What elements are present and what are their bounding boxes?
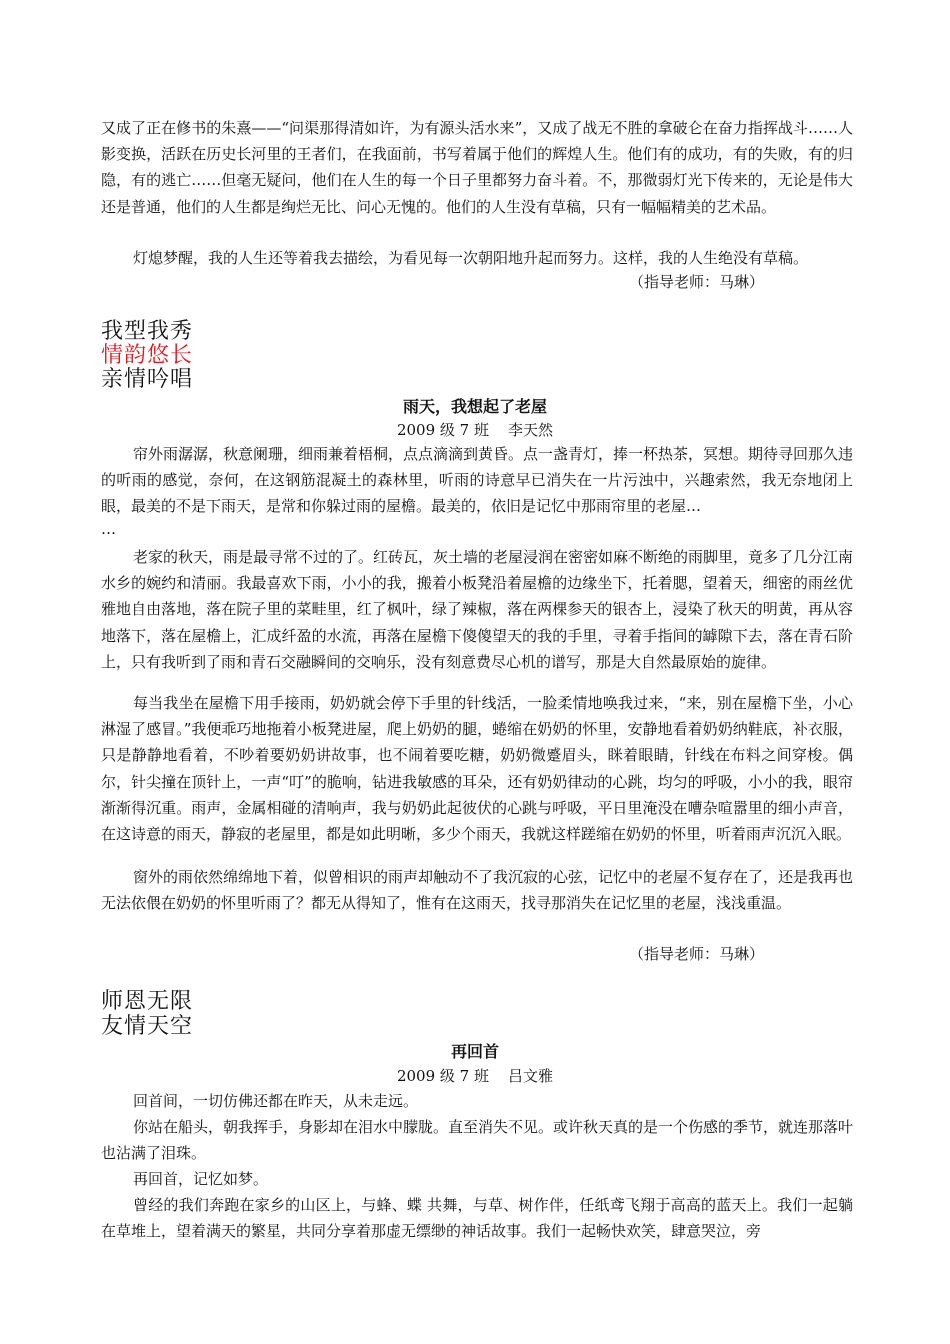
article2-paragraph-4: 窗外的雨依然绵绵地下着，似曾相识的雨声却触动不了我沉寂的心弦，记忆中的老屋不复存在了，还是我再也无法依偎在奶奶的怀里听雨了？都无从得知了，惟有在这雨天，找寻那消失在记忆里的老屋，浅浅重温。 [101, 868, 854, 913]
article2-title: 雨天，我想起了老屋 [402, 397, 547, 416]
column-heading-line-4: 师恩无限 [101, 989, 194, 1014]
article3-paragraph-3: 再回首，记忆如梦。 [133, 1170, 269, 1188]
column-heading-line-5: 友情天空 [101, 1014, 194, 1039]
article3-paragraph-2: 你站在船头，朝我挥手，身影却在泪水中朦胧。直至消失不见。或许秋天真的是一个伤感的季节，就连那落叶也沾满了泪珠。 [101, 1118, 854, 1163]
column-heading-line-3: 亲情吟唱 [101, 367, 194, 392]
column-heading-line-2: 情韵悠长 [101, 343, 194, 368]
article1-teacher-note: （指导老师：马琳） [628, 273, 764, 291]
column-heading-line-1: 我型我秀 [101, 319, 194, 344]
article3-title: 再回首 [450, 1042, 499, 1061]
article3-paragraph-4: 曾经的我们奔跑在家乡的山区上，与蜂、蝶 共舞，与草、树作伴，任纸鸢飞翔于高高的蓝天上。我们一起躺在草堆上，望着满天的繁星，共同分享着那虚无缥缈的神话故事。我们一起畅快欢笑，肆意哭泣，旁 [101, 1196, 853, 1241]
article2-paragraph-3: 每当我坐在屋檐下用手接雨，奶奶就会停下手里的针线活，一脸柔情地唤我过来，“来，别在屋檐下坐，小心淋湿了感冒。”我便乖巧地拖着小板凳进屋，爬上奶奶的腿，蜷缩在奶奶的怀里，安静地看着奶奶纳鞋底，补衣服，只是静静地看着，不吵着要奶奶讲故事，也不闹着要吃糖，奶奶微蹙眉头，眯着眼睛，针线在布料之间穿梭。偶尔，针尖撞在顶针上，一声“叮”的脆响，钻进我敏感的耳朵，还有奶奶律动的心跳，均匀的呼吸，小小的我，眼帘渐渐得沉重。雨声，金属相碰的清响声，我与奶奶此起彼伏的心跳与呼吸，平日里淹没在嘈杂喧嚣里的细小声音，在这诗意的雨天，静寂的老屋里，都是如此明晰，多少个雨天，我就这样蹉缩在奶奶的怀里，听着雨声沉沉入眠。 [101, 694, 853, 844]
article1-paragraph-2: 灯熄梦醒，我的人生还等着我去描绘，为看见每一次朝阳地升起而努力。这样，我的人生绝没有草稿。 [133, 249, 809, 267]
article1-paragraph-1: 又成了正在修书的朱熹——“问渠那得清如许，为有源头活水来”，又成了战无不胜的拿破仑在奋力指挥战斗……人影变换，活跃在历史长河里的王者们，在我面前，书写着属于他们的辉煌人生。他们有的成功，有的失败，有的归隐，有的逃亡……但毫无疑问，他们在人生的每一个日子里都努力奋斗着。不，那微弱灯光下传来的，无论是伟大还是普通，他们的人生都是绚烂无比、问心无愧的。他们的人生没有草稿，只有一幅幅精美的艺术品。 [101, 119, 853, 216]
article2-byline: 2009 级 7 班 李天然 [396, 421, 554, 439]
article2-paragraph-1-tail: … [101, 520, 116, 538]
article3-paragraph-1: 回首间，一切仿佛还都在昨天，从未走远。 [133, 1092, 419, 1110]
article3-byline: 2009 级 7 班 吕文雅 [396, 1067, 554, 1085]
article2-teacher-note: （指导老师：马琳） [628, 945, 764, 963]
article2-paragraph-1: 帘外雨潺潺，秋意阑珊，细雨兼着梧桐，点点滴滴到黄昏。点一盏青灯，捧一杯热茶，冥想。期待寻回那久违的听雨的感觉，奈何，在这钢筋混凝土的森林里，听雨的诗意早已消失在一片污浊中，兴趣索然，我无奈地闭上眼，最美的不是下雨天，是常和你躲过雨的屋檐。最美的，依旧是记忆中那雨帘里的老屋… [101, 445, 854, 516]
article2-paragraph-2: 老家的秋天，雨是最寻常不过的了。红砖瓦，灰土墙的老屋浸润在密密如麻不断绝的雨脚里，竟多了几分江南水乡的婉约和清丽。我最喜欢下雨，小小的我，搬着小板凳沿着屋檐的边缘坐下，托着腮，望着天，细密的雨丝优雅地自由落地，落在院子里的菜畦里，红了枫叶，绿了辣椒，落在两棵参天的银杏上，浸染了秋天的明黄，再从容地落下，落在屋檐上，汇成纤盈的水流，再落在屋檐下傻傻望天的我的手里，寻着手指间的罅隙下去，落在青石阶上，只有我听到了雨和青石交融瞬间的交响乐，没有刻意费尽心机的谱写，那是大自然最原始的旋律。 [101, 548, 854, 671]
